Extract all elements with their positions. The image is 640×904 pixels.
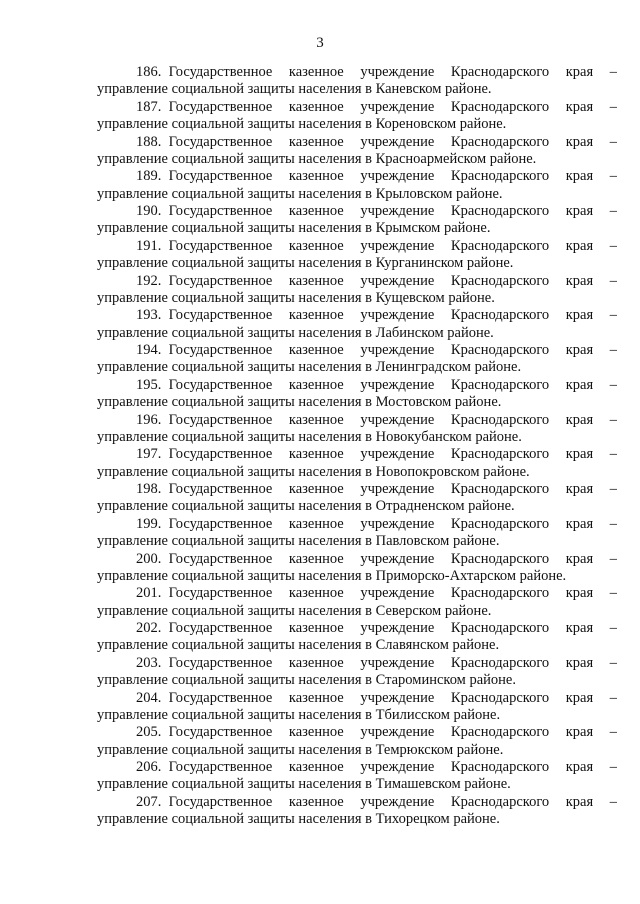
- entry-word: казенное: [288, 342, 344, 358]
- entry-second-line: [97, 429, 617, 446]
- entry-first-line: [97, 273, 617, 290]
- entry-first-line: [97, 759, 617, 776]
- entry-word: Краснодарского: [450, 481, 550, 497]
- entry-prefix: управление социальной защиты населения в: [97, 324, 372, 341]
- entry-district: Каневском районе.: [375, 81, 492, 98]
- entry-word: учреждение: [360, 759, 435, 775]
- entry-word: Краснодарского: [450, 515, 550, 532]
- entry-prefix: управление социальной защиты населения в: [97, 498, 372, 515]
- entry-first-line: [97, 690, 617, 707]
- entry-first-line: [97, 446, 617, 463]
- entry-word: –: [609, 272, 617, 289]
- entry-number: 194.: [136, 342, 162, 358]
- entry-word: казенное: [288, 168, 344, 185]
- list-item: [97, 134, 617, 169]
- entry-word: Краснодарского: [450, 272, 550, 289]
- entry-number-and-first-word: [136, 551, 272, 568]
- list-item: [97, 203, 617, 238]
- entry-word: учреждение: [360, 64, 435, 80]
- entry-word: Государственное: [168, 759, 273, 775]
- entry-word: –: [609, 585, 617, 602]
- entry-word: Краснодарского: [450, 446, 550, 463]
- entry-word: Государственное: [168, 98, 273, 115]
- list-item: [97, 759, 617, 794]
- entry-word: Краснодарского: [450, 724, 550, 741]
- entry-district: Мостовском районе.: [375, 394, 502, 411]
- entry-number: 203.: [136, 654, 162, 671]
- entry-word: Государственное: [168, 654, 273, 671]
- entry-word: –: [609, 237, 617, 254]
- entry-second-line: [97, 464, 617, 481]
- entry-second-line: [97, 776, 617, 793]
- entry-word: казенное: [288, 98, 344, 115]
- entry-number: 202.: [136, 620, 162, 636]
- entry-number: 200.: [136, 550, 162, 567]
- entry-prefix: управление социальной защиты населения в: [97, 255, 372, 272]
- entry-word: Государственное: [168, 411, 273, 428]
- entry-prefix: управление социальной защиты населения в: [97, 602, 372, 619]
- entry-word: казенное: [288, 203, 344, 219]
- entry-word: учреждение: [360, 203, 435, 219]
- entry-word: –: [609, 168, 617, 185]
- entry-word: Государственное: [168, 793, 273, 810]
- entry-number: 191.: [136, 237, 162, 254]
- entry-word: учреждение: [360, 481, 435, 497]
- entry-number-and-first-word: [136, 134, 272, 151]
- entry-number-and-first-word: [136, 342, 272, 359]
- entry-word: Государственное: [168, 272, 273, 289]
- entry-word: Краснодарского: [450, 411, 550, 428]
- entry-word: –: [609, 446, 617, 463]
- list-item: [97, 307, 617, 342]
- entry-district: Кореновском районе.: [375, 116, 507, 133]
- entry-number: 188.: [136, 133, 162, 150]
- entry-word: Краснодарского: [450, 689, 550, 706]
- entry-prefix: управление социальной защиты населения в: [97, 359, 372, 376]
- entry-word: края: [565, 168, 594, 185]
- entry-first-line: [97, 168, 617, 185]
- entry-word: учреждение: [360, 411, 435, 428]
- list-item: [97, 655, 617, 690]
- entry-word: Государственное: [168, 342, 273, 358]
- entry-word: –: [609, 307, 617, 324]
- entry-word: –: [609, 98, 617, 115]
- entry-district: Северском районе.: [375, 602, 492, 619]
- entry-word: –: [609, 411, 617, 428]
- entry-word: казенное: [288, 376, 344, 393]
- entry-number-and-first-word: [136, 412, 272, 429]
- entry-number: 187.: [136, 98, 162, 115]
- entry-word: Государственное: [168, 620, 273, 636]
- entry-district: Крымском районе.: [375, 220, 491, 237]
- entry-word: –: [609, 376, 617, 393]
- entry-first-line: [97, 481, 617, 498]
- entry-word: казенное: [288, 550, 344, 567]
- entry-number-and-first-word: [136, 585, 272, 602]
- entry-district: Курганинском районе.: [375, 255, 514, 272]
- entry-word: края: [565, 203, 594, 219]
- entry-word: учреждение: [360, 585, 435, 602]
- entry-first-line: [97, 377, 617, 394]
- entry-number-and-first-word: [136, 690, 272, 707]
- entry-second-line: [97, 742, 617, 759]
- list-item: [97, 620, 617, 655]
- entry-word: Государственное: [168, 585, 273, 602]
- list-item: [97, 516, 617, 551]
- entry-district: Тихорецком районе.: [375, 811, 500, 828]
- entry-first-line: [97, 307, 617, 324]
- entry-word: казенное: [288, 585, 344, 602]
- list-item: [97, 412, 617, 447]
- entry-number-and-first-word: [136, 481, 272, 498]
- list-item: [97, 377, 617, 412]
- entry-first-line: [97, 551, 617, 568]
- entry-word: –: [609, 724, 617, 741]
- entry-word: края: [565, 64, 594, 80]
- entry-district: Красноармейском районе.: [375, 150, 537, 167]
- entry-word: казенное: [288, 689, 344, 706]
- entry-word: края: [565, 237, 594, 254]
- entry-number: 196.: [136, 411, 162, 428]
- entry-word: казенное: [288, 446, 344, 463]
- entry-word: –: [609, 515, 617, 532]
- entry-second-line: [97, 707, 617, 724]
- entry-district: Темрюкском районе.: [375, 741, 504, 758]
- entry-word: Краснодарского: [450, 342, 550, 358]
- entry-number: 197.: [136, 446, 162, 463]
- entry-prefix: управление социальной защиты населения в: [97, 776, 372, 793]
- entry-second-line: [97, 325, 617, 342]
- entry-word: Краснодарского: [450, 98, 550, 115]
- entry-word: Краснодарского: [450, 550, 550, 567]
- entry-prefix: управление социальной защиты населения в: [97, 81, 372, 98]
- entry-number: 207.: [136, 793, 162, 810]
- entry-second-line: [97, 151, 617, 168]
- entry-prefix: управление социальной защиты населения в: [97, 567, 372, 584]
- list-item: [97, 342, 617, 377]
- entry-word: края: [565, 724, 594, 741]
- entry-first-line: [97, 64, 617, 81]
- entry-word: учреждение: [360, 654, 435, 671]
- entry-word: края: [565, 550, 594, 567]
- entry-word: учреждение: [360, 307, 435, 324]
- entry-prefix: управление социальной защиты населения в: [97, 463, 372, 480]
- entry-number-and-first-word: [136, 168, 272, 185]
- entry-first-line: [97, 342, 617, 359]
- entry-word: Краснодарского: [450, 203, 550, 219]
- entry-district: Тбилисском районе.: [375, 706, 501, 723]
- entry-number-and-first-word: [136, 759, 272, 776]
- entry-word: казенное: [288, 515, 344, 532]
- list-item: [97, 99, 617, 134]
- entry-word: края: [565, 793, 594, 810]
- entry-second-line: [97, 220, 617, 237]
- entry-word: учреждение: [360, 342, 435, 358]
- entry-prefix: управление социальной защиты населения в: [97, 116, 372, 133]
- entry-number-and-first-word: [136, 99, 272, 116]
- entry-word: Краснодарского: [450, 133, 550, 150]
- entry-first-line: [97, 585, 617, 602]
- entry-district: Славянском районе.: [375, 637, 500, 654]
- entry-second-line: [97, 255, 617, 272]
- list-item: [97, 273, 617, 308]
- entry-number-and-first-word: [136, 446, 272, 463]
- entry-number: 206.: [136, 759, 162, 775]
- entry-word: Государственное: [168, 168, 273, 185]
- entry-word: края: [565, 307, 594, 324]
- entry-word: края: [565, 515, 594, 532]
- entry-second-line: [97, 603, 617, 620]
- entry-word: края: [565, 342, 594, 358]
- entry-first-line: [97, 238, 617, 255]
- list-item: [97, 238, 617, 273]
- entry-first-line: [97, 203, 617, 220]
- entry-first-line: [97, 516, 617, 533]
- entry-word: казенное: [288, 724, 344, 741]
- entry-word: учреждение: [360, 98, 435, 115]
- entry-district: Отрадненском районе.: [375, 498, 515, 515]
- entry-first-line: [97, 724, 617, 741]
- entry-number: 198.: [136, 481, 162, 497]
- entry-word: учреждение: [360, 237, 435, 254]
- entry-district: Новокубанском районе.: [375, 428, 522, 445]
- entry-word: учреждение: [360, 376, 435, 393]
- entry-word: –: [609, 481, 617, 497]
- entry-number-and-first-word: [136, 273, 272, 290]
- entry-word: казенное: [288, 237, 344, 254]
- entry-prefix: управление социальной защиты населения в: [97, 220, 372, 237]
- entry-word: учреждение: [360, 168, 435, 185]
- entry-word: учреждение: [360, 272, 435, 289]
- list-item: [97, 168, 617, 203]
- entry-prefix: управление социальной защиты населения в: [97, 185, 372, 202]
- entry-district: Новопокровском районе.: [375, 463, 530, 480]
- entry-word: Государственное: [168, 376, 273, 393]
- entry-word: края: [565, 759, 594, 775]
- entry-word: –: [609, 620, 617, 636]
- entry-number: 195.: [136, 376, 162, 393]
- entry-word: –: [609, 689, 617, 706]
- entry-word: казенное: [288, 620, 344, 636]
- entry-word: учреждение: [360, 550, 435, 567]
- entry-prefix: управление социальной защиты населения в: [97, 428, 372, 445]
- entry-word: края: [565, 481, 594, 497]
- entry-first-line: [97, 794, 617, 811]
- entry-first-line: [97, 655, 617, 672]
- entry-word: казенное: [288, 64, 344, 80]
- entry-word: края: [565, 620, 594, 636]
- entry-prefix: управление социальной защиты населения в: [97, 811, 372, 828]
- entry-word: края: [565, 411, 594, 428]
- entry-word: Государственное: [168, 481, 273, 497]
- entry-number-and-first-word: [136, 724, 272, 741]
- entry-word: –: [609, 203, 617, 219]
- entry-word: Краснодарского: [450, 64, 550, 80]
- entry-district: Тимашевском районе.: [375, 776, 511, 793]
- entry-district: Староминском районе.: [375, 672, 516, 689]
- entry-word: учреждение: [360, 133, 435, 150]
- entry-word: –: [609, 793, 617, 810]
- entry-word: –: [609, 133, 617, 150]
- entry-prefix: управление социальной защиты населения в: [97, 637, 372, 654]
- entry-word: –: [609, 759, 617, 775]
- entry-word: края: [565, 133, 594, 150]
- entry-prefix: управление социальной защиты населения в: [97, 533, 372, 550]
- entry-second-line: [97, 359, 617, 376]
- entry-word: казенное: [288, 133, 344, 150]
- entry-first-line: [97, 412, 617, 429]
- entry-second-line: [97, 533, 617, 550]
- entry-first-line: [97, 99, 617, 116]
- entry-first-line: [97, 620, 617, 637]
- entry-word: казенное: [288, 654, 344, 671]
- entry-second-line: [97, 672, 617, 689]
- entry-district: Приморско-Ахтарском районе.: [375, 567, 567, 584]
- entry-word: Краснодарского: [450, 793, 550, 810]
- entries-list: [97, 64, 617, 829]
- entry-word: Государственное: [168, 724, 273, 741]
- entry-word: края: [565, 446, 594, 463]
- entry-word: края: [565, 585, 594, 602]
- entry-prefix: управление социальной защиты населения в: [97, 706, 372, 723]
- list-item: [97, 585, 617, 620]
- entry-word: Государственное: [168, 203, 273, 219]
- entry-word: казенное: [288, 272, 344, 289]
- entry-word: учреждение: [360, 689, 435, 706]
- entry-second-line: [97, 568, 617, 585]
- entry-number: 192.: [136, 272, 162, 289]
- entry-district: Ленинградском районе.: [375, 359, 522, 376]
- entry-word: учреждение: [360, 515, 435, 532]
- entry-number: 193.: [136, 307, 162, 324]
- entry-word: Государственное: [168, 307, 273, 324]
- entry-word: Государственное: [168, 689, 273, 706]
- entry-word: Государственное: [168, 446, 273, 463]
- entry-word: края: [565, 689, 594, 706]
- entry-prefix: управление социальной защиты населения в: [97, 672, 372, 689]
- entry-word: Краснодарского: [450, 307, 550, 324]
- entry-number: 190.: [136, 203, 162, 219]
- list-item: [97, 481, 617, 516]
- entry-word: казенное: [288, 307, 344, 324]
- entry-second-line: [97, 811, 617, 828]
- entry-number: 204.: [136, 689, 162, 706]
- list-item: [97, 690, 617, 725]
- entry-word: края: [565, 272, 594, 289]
- entry-prefix: управление социальной защиты населения в: [97, 289, 372, 306]
- list-item: [97, 551, 617, 586]
- entry-number-and-first-word: [136, 620, 272, 637]
- entry-prefix: управление социальной защиты населения в: [97, 394, 372, 411]
- entry-number-and-first-word: [136, 794, 272, 811]
- entry-number: 201.: [136, 585, 162, 602]
- entry-word: Государственное: [168, 237, 273, 254]
- entry-word: Государственное: [168, 64, 273, 80]
- entry-number-and-first-word: [136, 203, 272, 220]
- entry-prefix: управление социальной защиты населения в: [97, 150, 372, 167]
- entry-second-line: [97, 637, 617, 654]
- entry-number: 186.: [136, 64, 162, 80]
- entry-second-line: [97, 290, 617, 307]
- entry-word: –: [609, 64, 617, 80]
- entry-word: казенное: [288, 793, 344, 810]
- entry-word: учреждение: [360, 724, 435, 741]
- entry-second-line: [97, 186, 617, 203]
- entry-number: 189.: [136, 168, 162, 185]
- entry-word: Краснодарского: [450, 237, 550, 254]
- entry-number-and-first-word: [136, 238, 272, 255]
- entry-word: края: [565, 98, 594, 115]
- entry-word: казенное: [288, 411, 344, 428]
- list-item: [97, 446, 617, 481]
- entry-word: Краснодарского: [450, 759, 550, 775]
- entry-word: казенное: [288, 481, 344, 497]
- entry-word: учреждение: [360, 446, 435, 463]
- entry-word: Краснодарского: [450, 620, 550, 636]
- entry-number: 205.: [136, 724, 162, 741]
- entry-word: –: [609, 550, 617, 567]
- entry-second-line: [97, 394, 617, 411]
- entry-word: Государственное: [168, 550, 273, 567]
- entry-number-and-first-word: [136, 516, 272, 533]
- entry-word: учреждение: [360, 620, 435, 636]
- entry-word: Краснодарского: [450, 585, 550, 602]
- list-item: [97, 64, 617, 99]
- entry-word: казенное: [288, 759, 344, 775]
- list-item: [97, 794, 617, 829]
- entry-district: Лабинском районе.: [375, 324, 494, 341]
- entry-second-line: [97, 81, 617, 98]
- entry-first-line: [97, 134, 617, 151]
- entry-word: Государственное: [168, 515, 273, 532]
- entry-number-and-first-word: [136, 64, 272, 81]
- entry-word: –: [609, 654, 617, 671]
- entry-number: 199.: [136, 515, 162, 532]
- entry-number-and-first-word: [136, 655, 272, 672]
- entry-number-and-first-word: [136, 307, 272, 324]
- entry-word: края: [565, 654, 594, 671]
- entry-word: Краснодарского: [450, 168, 550, 185]
- entry-word: Государственное: [168, 133, 273, 150]
- entry-district: Крыловском районе.: [375, 185, 503, 202]
- entry-number-and-first-word: [136, 377, 272, 394]
- entry-district: Кущевском районе.: [375, 289, 495, 306]
- entry-second-line: [97, 498, 617, 515]
- entry-word: –: [609, 342, 617, 358]
- entry-prefix: управление социальной защиты населения в: [97, 741, 372, 758]
- entry-word: учреждение: [360, 793, 435, 810]
- entry-second-line: [97, 116, 617, 133]
- entry-word: Краснодарского: [450, 654, 550, 671]
- entry-word: Краснодарского: [450, 376, 550, 393]
- list-item: [97, 724, 617, 759]
- entry-district: Павловском районе.: [375, 533, 500, 550]
- entry-word: края: [565, 376, 594, 393]
- page-number: 3: [316, 35, 324, 51]
